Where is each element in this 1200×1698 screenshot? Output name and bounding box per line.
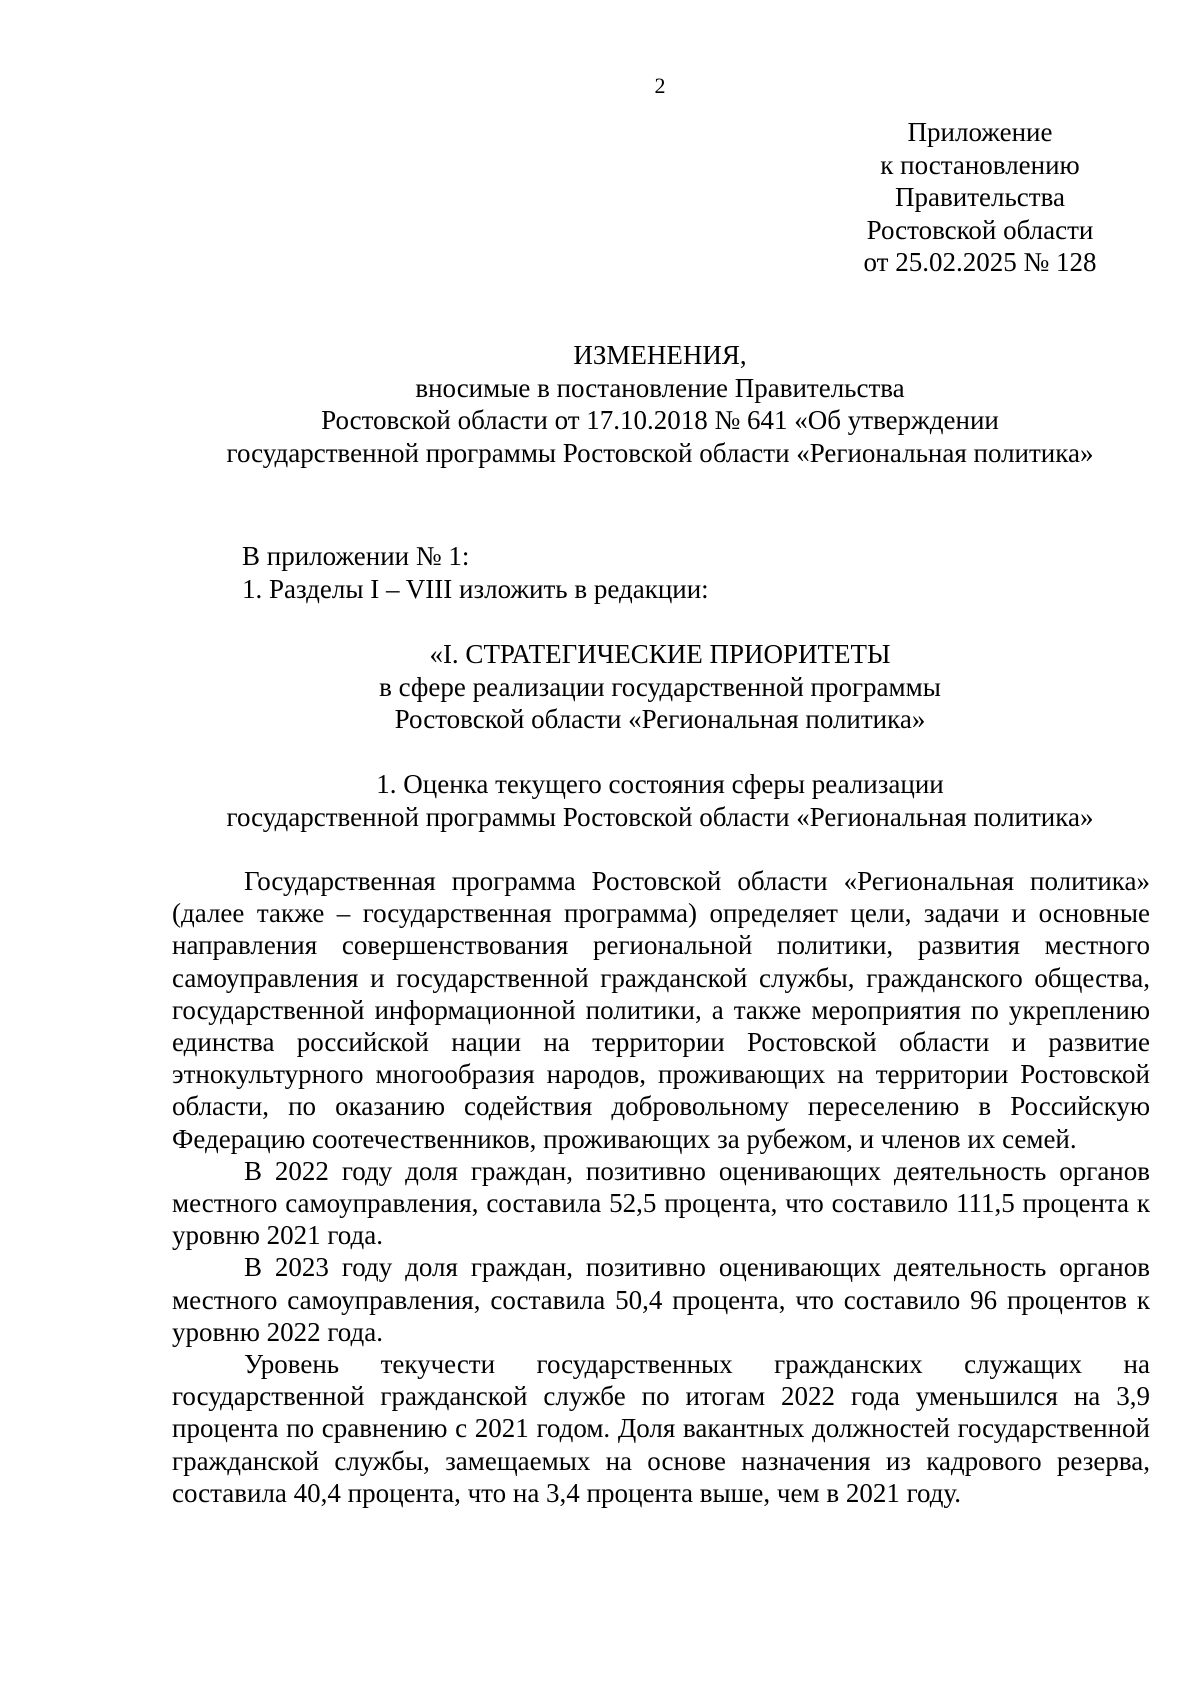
appendix-line: от 25.02.2025 № 128 <box>863 247 1097 277</box>
body-paragraph: В 2022 году доля граждан, позитивно оценивающих деятельность органов местного самоуправления, составила 52,5 процента, что составило 111,5 процента к уровню 2021 года. <box>172 1155 1150 1251</box>
subsection-title-line: государственной программы Ростовской области «Региональная политика» <box>226 801 1094 832</box>
section-subtitle-line: Ростовской области «Региональная политика» <box>394 704 926 734</box>
subsection-title-assessment <box>170 768 1150 833</box>
changes-title <box>170 339 1150 469</box>
page-number: 2 <box>654 73 666 98</box>
section-heading: «I. СТРАТЕГИЧЕСКИЕ ПРИОРИТЕТЫ <box>429 639 891 669</box>
section-subtitle-line: в сфере реализации государственной программы <box>379 671 941 702</box>
appendix-line: к постановлению <box>880 149 1080 180</box>
subsection-title-line: 1. Оценка текущего состояния сферы реализации <box>376 769 944 799</box>
appendix-line: Правительства <box>895 182 1065 212</box>
appendix-line: Приложение <box>907 117 1053 147</box>
changes-heading: ИЗМЕНЕНИЯ, <box>573 340 747 370</box>
appendix-header <box>830 116 1130 279</box>
intro-block <box>242 540 709 605</box>
appendix-line: Ростовской области <box>866 214 1094 245</box>
section-title-strategic-priorities <box>170 638 1150 736</box>
changes-subtitle-line: государственной программы Ростовской области «Региональная политика» <box>226 437 1094 468</box>
changes-subtitle-line: Ростовской области от 17.10.2018 № 641 «Об утверждении <box>321 405 999 435</box>
body-paragraph: Уровень текучести государственных гражданских служащих на государственной гражданской службе по итогам 2022 года уменьшился на 3,9 процента по сравнению с 2021 годом. Доля вакантных должностей государственной гражданской службы, замещаемых на основе назначения из кадрового резерва, составила 40,4 процента, что на 3,4 процента выше, чем в 2021 году. <box>172 1349 1150 1508</box>
changes-subtitle-line: вносимые в постановление Правительства <box>415 372 905 403</box>
body-paragraph: В 2023 году доля граждан, позитивно оценивающих деятельность органов местного самоуправления, составила 50,4 процента, что составило 96 процентов к уровню 2022 года. <box>172 1252 1150 1347</box>
body-paragraph: Государственная программа Ростовской области «Региональная политика» (далее также – государственная программа) определяет цели, задачи и основные направления совершенствования региональной политики, развития местного самоуправления и государственной гражданской службы, гражданского общества, государственной информационной политики, а также мероприятия по укреплению единства российской нации на территории Ростовской области и развитие этнокультурного многообразия народов, проживающих на территории Ростовской области, по оказанию содействия добровольному переселению в Российскую Федерацию соотечественников, проживающих за рубежом, и членов их семей. <box>172 866 1150 1154</box>
body-text <box>172 865 1150 1509</box>
amendment-item-1: 1. Разделы I – VIII изложить в редакции: <box>242 573 709 604</box>
appendix-reference: В приложении № 1: <box>242 541 470 571</box>
